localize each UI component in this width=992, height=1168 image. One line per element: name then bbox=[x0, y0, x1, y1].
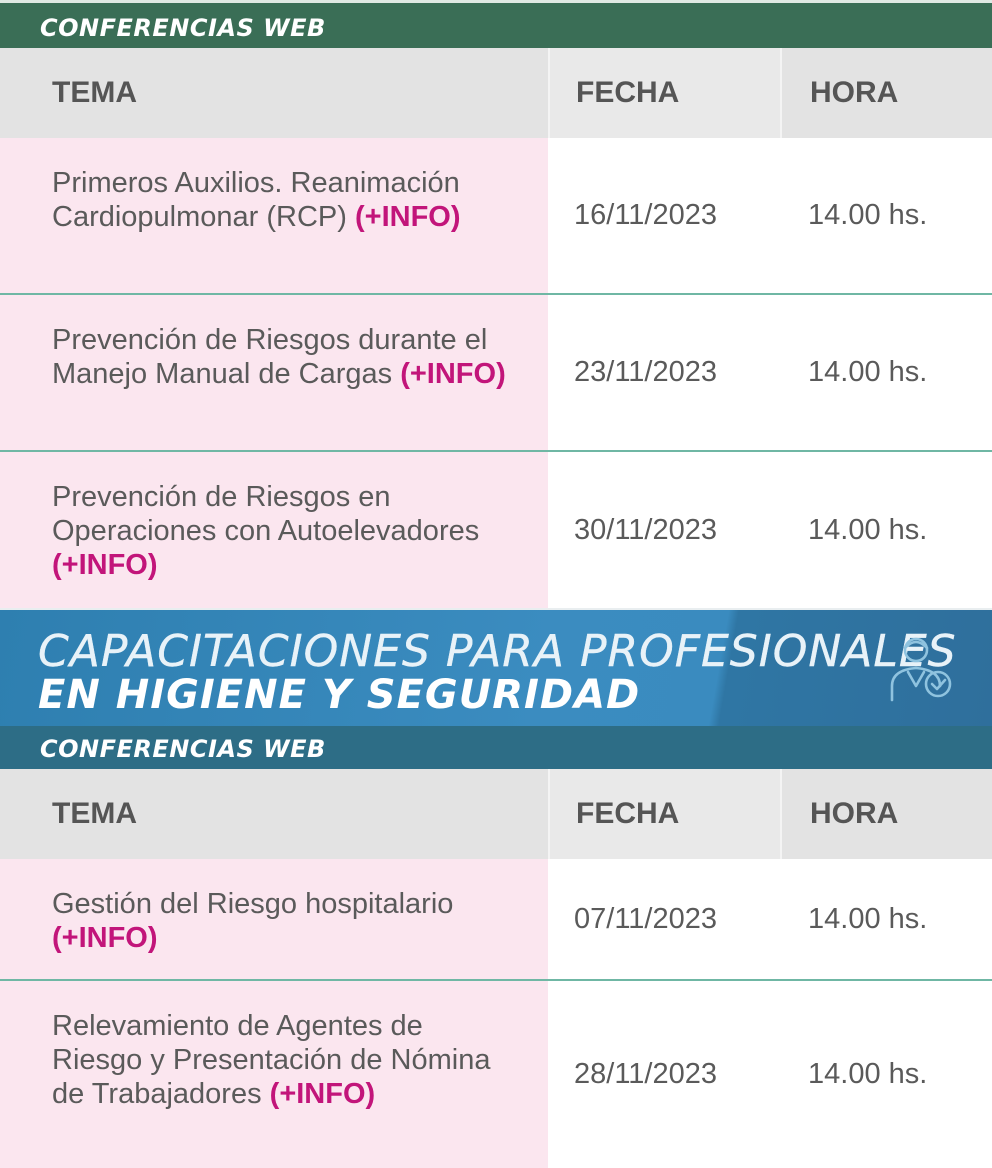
tema-text: Gestión del Riesgo hospitalario bbox=[52, 888, 454, 920]
tema-text: Prevención de Riesgos durante el Manejo Manual de Cargas bbox=[52, 324, 488, 390]
schedule-table-1 bbox=[0, 48, 992, 608]
tema-text: Relevamiento de Agentes de Riesgo y Presentación de Nómina de Trabajadores bbox=[52, 1010, 491, 1110]
row-hora: 14.00 hs. bbox=[780, 981, 992, 1168]
header-fecha: FECHA bbox=[548, 769, 780, 859]
section-bar-label: CONFERENCIAS WEB bbox=[40, 735, 326, 763]
row-hora: 14.00 hs. bbox=[780, 295, 992, 450]
row-tema bbox=[0, 295, 548, 450]
section-bar-label: CONFERENCIAS WEB bbox=[40, 14, 326, 42]
table-row bbox=[0, 452, 992, 608]
row-hora: 14.00 hs. bbox=[780, 138, 992, 293]
row-fecha: 23/11/2023 bbox=[548, 295, 780, 450]
row-fecha: 28/11/2023 bbox=[548, 981, 780, 1168]
table-row bbox=[0, 981, 992, 1168]
section-bar-conferencias-1 bbox=[0, 0, 992, 48]
table-row bbox=[0, 138, 992, 295]
schedule-table-2 bbox=[0, 769, 992, 1168]
row-tema bbox=[0, 981, 548, 1168]
header-fecha: FECHA bbox=[548, 48, 780, 138]
row-hora: 14.00 hs. bbox=[780, 859, 992, 979]
more-info-link[interactable]: (+INFO) bbox=[400, 358, 506, 390]
banner-title-line2: EN HIGIENE Y SEGURIDAD bbox=[38, 672, 641, 718]
row-tema bbox=[0, 452, 548, 608]
table-row bbox=[0, 295, 992, 452]
row-fecha: 16/11/2023 bbox=[548, 138, 780, 293]
more-info-link[interactable]: (+INFO) bbox=[52, 922, 158, 954]
tema-text: Primeros Auxilios. Reanimación Cardiopulmonar (RCP) bbox=[52, 167, 460, 233]
more-info-link[interactable]: (+INFO) bbox=[269, 1078, 376, 1110]
table-row bbox=[0, 859, 992, 981]
header-hora: HORA bbox=[780, 769, 992, 859]
row-hora: 14.00 hs. bbox=[780, 452, 992, 608]
more-info-link[interactable]: (+INFO) bbox=[355, 201, 461, 233]
row-tema bbox=[0, 859, 548, 979]
tema-text: Prevención de Riesgos en Operaciones con Autoelevadores bbox=[52, 481, 480, 547]
table-header bbox=[0, 48, 992, 138]
header-tema: TEMA bbox=[0, 769, 548, 859]
professional-check-icon bbox=[886, 632, 956, 704]
row-tema bbox=[0, 138, 548, 293]
banner-title-line1: CAPACITACIONES PARA PROFESIONALES bbox=[38, 626, 957, 677]
section-bar-conferencias-2 bbox=[0, 726, 992, 769]
more-info-link[interactable]: (+INFO) bbox=[52, 549, 158, 581]
row-fecha: 30/11/2023 bbox=[548, 452, 780, 608]
header-hora: HORA bbox=[780, 48, 992, 138]
table-header bbox=[0, 769, 992, 859]
row-fecha: 07/11/2023 bbox=[548, 859, 780, 979]
header-tema: TEMA bbox=[0, 48, 548, 138]
profesionales-banner bbox=[0, 608, 992, 726]
